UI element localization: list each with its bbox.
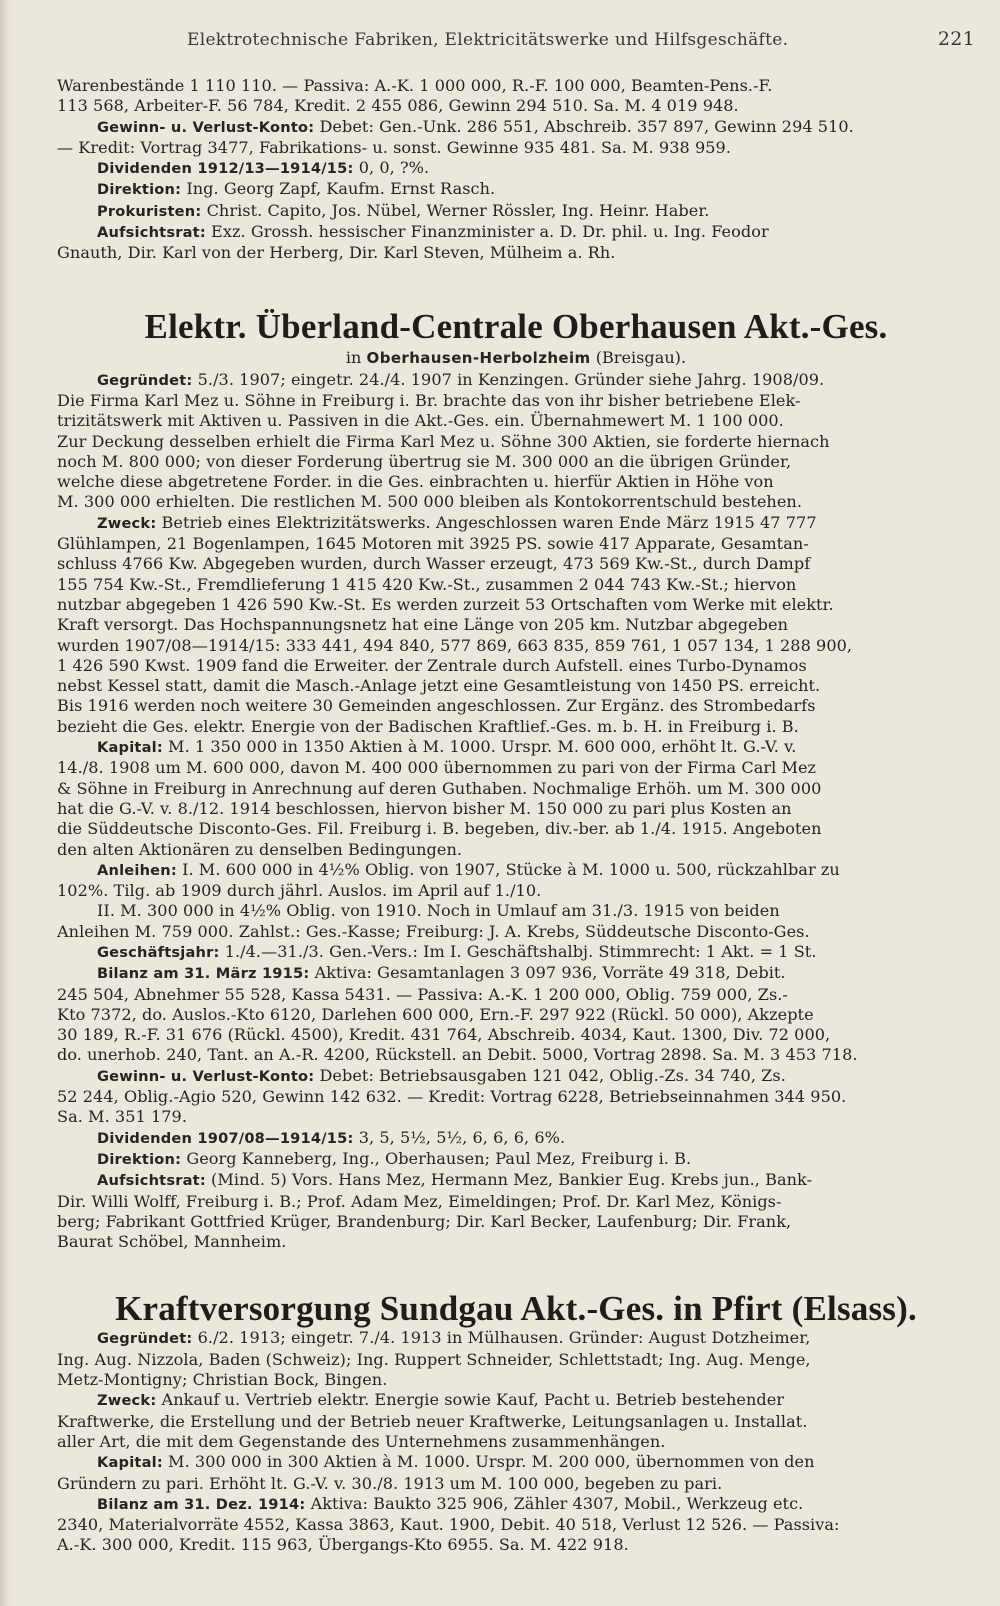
- text-line: [57, 922, 975, 942]
- line-text: Kto 7372, do. Auslos.-Kto 6120, Darlehen 600 000, Ern.-F. 297 922 (Rückl. 50 000), Akzepte: [57, 1004, 814, 1024]
- field-label: Gewinn- u. Verlust-Konto:: [97, 1067, 315, 1085]
- line-text: nutzbar abgegeben 1 426 590 Kw.-St. Es werden zurzeit 53 Ortschaften vom Werke mit elektr.: [57, 594, 834, 614]
- text-line: [57, 636, 975, 656]
- text-line: [57, 1452, 975, 1473]
- field-label: Direktion:: [97, 181, 182, 199]
- line-text: Gnauth, Dir. Karl von der Herberg, Dir. Karl Steven, Mülheim a. Rh.: [57, 243, 616, 263]
- text-line: [57, 201, 975, 222]
- line-text: do. unerhob. 240, Tant. an A.-R. 4200, Rückstell. an Debit. 5000, Vortrag 2898. Sa. M. 3 453 718.: [57, 1045, 858, 1065]
- line-text: Bis 1916 werden noch weitere 30 Gemeinden angeschlossen. Zur Ergänz. des Strombedarfs: [57, 696, 816, 716]
- text-line: [57, 985, 975, 1005]
- line-text: 52 244, Oblig.-Agio 520, Gewinn 142 632. — Kredit: Vortrag 6228, Betriebseinnahmen 344 950.: [57, 1087, 847, 1107]
- line-text: Christ. Capito, Jos. Nübel, Werner Rössler, Ing. Heinr. Haber.: [201, 200, 710, 220]
- line-text: Gründern zu pari. Erhöht lt. G.-V. v. 30./8. 1913 um M. 100 000, begeben zu pari.: [57, 1473, 723, 1493]
- line-text: Baurat Schöbel, Mannheim.: [57, 1232, 287, 1252]
- line-text: Glühlampen, 21 Bogenlampen, 1645 Motoren mit 3925 PS. sowie 417 Apparate, Gesamtan-: [57, 534, 809, 554]
- page-number: 221: [937, 28, 975, 50]
- line-text: (Mind. 5) Vors. Hans Mez, Hermann Mez, Bankier Eug. Krebs jun., Bank-: [205, 1170, 813, 1190]
- text-line: [57, 656, 975, 676]
- line-text: den alten Aktionären zu denselben Bedingungen.: [57, 839, 463, 859]
- text-line: [57, 1128, 975, 1149]
- line-text: nebst Kessel statt, damit die Masch.-Anlage jetzt eine Gesamtleistung von 1450 PS. erreicht.: [57, 676, 821, 696]
- text-line: [57, 472, 975, 492]
- text-line: [57, 1025, 975, 1045]
- text-line: [57, 901, 975, 921]
- field-label: Gegründet:: [97, 371, 193, 389]
- text-line: [57, 840, 975, 860]
- text-line: [57, 1535, 975, 1555]
- text-line: [57, 1005, 975, 1025]
- text-line: [57, 1390, 975, 1411]
- text-line: [57, 1149, 975, 1170]
- text-line: [57, 492, 975, 512]
- text-line: [57, 1107, 975, 1127]
- text-line: [57, 799, 975, 819]
- running-head-title: Elektrotechnische Fabriken, Elektricitätswerke und Hilfsgeschäfte.: [187, 30, 789, 50]
- line-text: Debet: Gen.-Unk. 286 551, Abschreib. 357 897, Gewinn 294 510.: [314, 116, 854, 136]
- text-line: [57, 860, 975, 881]
- text-line: [57, 779, 975, 799]
- line-text: 1./4.—31./3. Gen.-Vers.: Im I. Geschäftshalbj. Stimmrecht: 1 Akt. = 1 St.: [219, 941, 817, 961]
- line-text: Georg Kanneberg, Ing., Oberhausen; Paul Mez, Freiburg i. B.: [181, 1148, 692, 1168]
- field-label: Bilanz am 31. März 1915:: [97, 965, 310, 983]
- text-line: [57, 595, 975, 615]
- text-line: [57, 1170, 975, 1191]
- text-line: [57, 758, 975, 778]
- text-line: [57, 717, 975, 737]
- entry-body-sundgau: [57, 1328, 975, 1555]
- line-text: 245 504, Abnehmer 55 528, Kassa 5431. — Passiva: A.-K. 1 200 000, Oblig. 759 000, Zs.-: [57, 984, 788, 1004]
- field-label: Anleihen:: [97, 861, 177, 879]
- text-line: [57, 1474, 975, 1494]
- field-label: Direktion:: [97, 1150, 182, 1168]
- field-label: Dividenden 1912/13—1914/15:: [97, 160, 354, 178]
- text-line: [57, 513, 975, 534]
- text-line: [57, 1232, 975, 1252]
- line-text: M. 300 000 in 300 Aktien à M. 1000. Urspr. M. 200 000, übernommen von den: [162, 1452, 815, 1472]
- text-line: [57, 138, 975, 158]
- line-text: trizitätswerk mit Aktiven u. Passiven in die Akt.-Ges. ein. Übernahmewert M. 1 100 000.: [57, 411, 784, 431]
- line-text: 1 426 590 Kwst. 1909 fand die Erweiter. der Zentrale durch Aufstell. eines Turbo-Dynamos: [57, 655, 807, 675]
- line-text: 6./2. 1913; eingetr. 7./4. 1913 in Mülhausen. Gründer: August Dotzheimer,: [192, 1328, 811, 1348]
- text-line: [57, 1192, 975, 1212]
- text-line: [57, 1045, 975, 1065]
- text-line: [57, 942, 975, 963]
- line-text: 14./8. 1908 um M. 600 000, davon M. 400 000 übernommen zu pari von der Firma Carl Mez: [57, 758, 817, 778]
- text-line: [57, 1494, 975, 1515]
- text-line: [57, 1515, 975, 1535]
- field-label: Zweck:: [97, 1392, 157, 1410]
- line-text: die Süddeutsche Disconto-Ges. Fil. Freiburg i. B. begeben, div.-ber. ab 1./4. 1915. Angeboten: [57, 819, 822, 839]
- field-label: Kapital:: [97, 1454, 163, 1472]
- entry-previous-continuation: [57, 76, 975, 264]
- text-line: [57, 117, 975, 138]
- line-text: berg; Fabrikant Gottfried Krüger, Brandenburg; Dir. Karl Becker, Laufenburg; Dir. Frank,: [57, 1211, 792, 1231]
- line-text: — Kredit: Vortrag 3477, Fabrikations- u. sonst. Gewinne 935 481. Sa. M. 938 959.: [57, 137, 731, 157]
- text-line: [57, 76, 975, 96]
- line-text: A.-K. 300 000, Kredit. 115 963, Übergangs-Kto 6955. Sa. M. 422 918.: [57, 1535, 629, 1555]
- line-text: Ing. Aug. Nizzola, Baden (Schweiz); Ing. Ruppert Schneider, Schlettstadt; Ing. Aug. Menge,: [57, 1349, 811, 1369]
- line-text: Ing. Georg Zapf, Kaufm. Ernst Rasch.: [181, 179, 496, 199]
- field-label: Gegründet:: [97, 1330, 193, 1348]
- entry-title-oberhausen: Elektr. Überland-Centrale Oberhausen Akt.-Ges.: [144, 306, 888, 346]
- running-head: [57, 28, 975, 50]
- entry-title-sundgau: Kraftversorgung Sundgau Akt.-Ges. in Pfirt (Elsass).: [115, 1289, 917, 1329]
- line-text: 2340, Materialvorräte 4552, Kassa 3863, Kaut. 1900, Debit. 40 518, Verlust 12 526. — Passiva:: [57, 1515, 840, 1535]
- line-text: Dir. Willi Wolff, Freiburg i. B.; Prof. Adam Mez, Eimeldingen; Prof. Dr. Karl Mez, Königs-: [57, 1191, 782, 1211]
- field-label: Aufsichtsrat:: [97, 1172, 206, 1190]
- text-line: [57, 370, 975, 391]
- line-text: Warenbestände 1 110 110. — Passiva: A.-K. 1 000 000, R.-F. 100 000, Beamten-Pens.-F.: [57, 76, 773, 95]
- line-text: Betrieb eines Elektrizitätswerks. Angeschlossen waren Ende März 1915 47 777: [156, 512, 817, 532]
- line-text: Ankauf u. Vertrieb elektr. Energie sowie Kauf, Pacht u. Betrieb bestehender: [156, 1390, 785, 1410]
- line-text: 5./3. 1907; eingetr. 24./4. 1907 in Kenzingen. Gründer siehe Jahrg. 1908/09.: [192, 369, 825, 389]
- line-text: 155 754 Kw.-St., Fremdlieferung 1 415 420 Kw.-St., zusammen 2 044 743 Kw.-St.; hiervon: [57, 574, 797, 594]
- text-line: [57, 452, 975, 472]
- location-prefix: in: [345, 347, 362, 367]
- line-text: wurden 1907/08—1914/15: 333 441, 494 840, 577 869, 663 835, 859 761, 1 057 134, 1 288 900,: [57, 635, 853, 655]
- line-text: II. M. 300 000 in 4½% Oblig. von 1910. Noch in Umlauf am 31./3. 1915 von beiden: [97, 901, 780, 921]
- line-text: hat die G.-V. v. 8./12. 1914 beschlossen, hiervon bisher M. 150 000 zu pari plus Kosten an: [57, 798, 792, 818]
- text-line: [57, 243, 975, 263]
- text-line: [57, 411, 975, 431]
- text-line: [57, 737, 975, 758]
- text-line: [57, 881, 975, 901]
- text-line: [57, 1328, 975, 1349]
- field-label: Zweck:: [97, 514, 157, 532]
- text-line: [57, 554, 975, 574]
- text-line: [57, 158, 975, 179]
- text-line: [57, 534, 975, 554]
- field-label: Aufsichtsrat:: [97, 224, 206, 242]
- line-text: Debet: Betriebsausgaben 121 042, Oblig.-Zs. 34 740, Zs.: [314, 1065, 786, 1085]
- line-text: Zur Deckung desselben erhielt die Firma Karl Mez u. Söhne 300 Aktien, sie forderte hiernach: [57, 431, 830, 451]
- line-text: welche diese abgetretene Forder. in die Ges. einbrachten u. hierfür Aktien in Höhe von: [57, 472, 774, 492]
- line-text: 30 189, R.-F. 31 676 (Rückl. 4500), Kredit. 431 764, Abschreib. 4034, Kaut. 1300, Div. 72 000,: [57, 1025, 831, 1045]
- field-label: Prokuristen:: [97, 202, 202, 220]
- line-text: 113 568, Arbeiter-F. 56 784, Kredit. 2 455 086, Gewinn 294 510. Sa. M. 4 019 948.: [57, 96, 739, 116]
- line-text: noch M. 800 000; von dieser Forderung übertrug sie M. 300 000 an die übrigen Gründer,: [57, 451, 792, 471]
- text-line: [57, 615, 975, 635]
- text-line: [57, 819, 975, 839]
- text-line: [57, 575, 975, 595]
- field-label: Gewinn- u. Verlust-Konto:: [97, 118, 315, 136]
- text-line: [57, 1370, 975, 1390]
- field-label: Geschäftsjahr:: [97, 943, 220, 961]
- line-text: Aktiva: Gesamtanlagen 3 097 936, Vorräte 49 318, Debit.: [309, 963, 786, 983]
- line-text: aller Art, die mit dem Gegenstande des Unternehmens zusammenhängen.: [57, 1431, 666, 1451]
- line-text: Sa. M. 351 179.: [57, 1107, 187, 1127]
- line-text: Die Firma Karl Mez u. Söhne in Freiburg i. Br. brachte das von ihr bisher betriebene Elek-: [57, 390, 801, 410]
- line-text: bezieht die Ges. elektr. Energie von der Badischen Kraftlief.-Ges. m. b. H. in Freiburg i. B.: [57, 716, 799, 736]
- line-text: & Söhne in Freiburg in Anrechnung auf deren Guthaben. Nochmalige Erhöh. um M. 300 000: [57, 778, 822, 798]
- field-label: Dividenden 1907/08—1914/15:: [97, 1129, 354, 1147]
- line-text: M. 1 350 000 in 1350 Aktien à M. 1000. Urspr. M. 600 000, erhöht lt. G.-V. v.: [162, 737, 797, 757]
- line-text: Exz. Grossh. hessischer Finanzminister a. D. Dr. phil. u. Ing. Feodor: [205, 222, 769, 242]
- entry-location-oberhausen: [57, 347, 975, 369]
- field-label: Bilanz am 31. Dez. 1914:: [97, 1495, 306, 1513]
- text-line: [57, 179, 975, 200]
- entry-body-oberhausen: [57, 370, 975, 1253]
- location-suffix: (Breisgau).: [595, 347, 687, 367]
- line-text: Aktiva: Baukto 325 906, Zähler 4307, Mobil., Werkzeug etc.: [305, 1493, 804, 1513]
- text-line: [57, 1350, 975, 1370]
- line-text: 102%. Tilg. ab 1909 durch jährl. Auslos. im April auf 1./10.: [57, 881, 542, 901]
- line-text: I. M. 600 000 in 4½% Oblig. von 1907, Stücke à M. 1000 u. 500, rückzahlbar zu: [176, 859, 840, 879]
- text-line: [57, 696, 975, 716]
- line-text: 3, 5, 5½, 5½, 6, 6, 6, 6%.: [353, 1127, 566, 1147]
- line-text: schluss 4766 Kw. Abgegeben wurden, durch Wasser erzeugt, 473 569 Kw.-St., durch Dampf: [57, 554, 811, 574]
- text-line: [57, 391, 975, 411]
- text-line: [57, 963, 975, 984]
- text-line: [57, 676, 975, 696]
- line-text: Anleihen M. 759 000. Zahlst.: Ges.-Kasse; Freiburg: J. A. Krebs, Süddeutsche Disconto-Ges.: [57, 921, 810, 941]
- text-line: [57, 222, 975, 243]
- text-line: [57, 1087, 975, 1107]
- text-line: [57, 432, 975, 452]
- line-text: 0, 0, ?%.: [353, 158, 430, 178]
- line-text: Kraftwerke, die Erstellung und der Betrieb neuer Kraftwerke, Leitungsanlagen u. Installat.: [57, 1411, 808, 1431]
- text-line: [57, 1066, 975, 1087]
- text-line: [57, 1412, 975, 1432]
- line-text: Kraft versorgt. Das Hochspannungsnetz hat eine Länge von 205 km. Nutzbar abgegeben: [57, 615, 788, 635]
- text-line: [57, 96, 975, 116]
- text-line: [57, 1212, 975, 1232]
- location-name: Oberhausen-Herbolzheim: [366, 348, 591, 367]
- field-label: Kapital:: [97, 739, 163, 757]
- line-text: Metz-Montigny; Christian Bock, Bingen.: [57, 1370, 388, 1390]
- text-line: [57, 1432, 975, 1452]
- line-text: M. 300 000 erhielten. Die restlichen M. 500 000 bleiben als Kontokorrentschuld bestehen.: [57, 492, 803, 512]
